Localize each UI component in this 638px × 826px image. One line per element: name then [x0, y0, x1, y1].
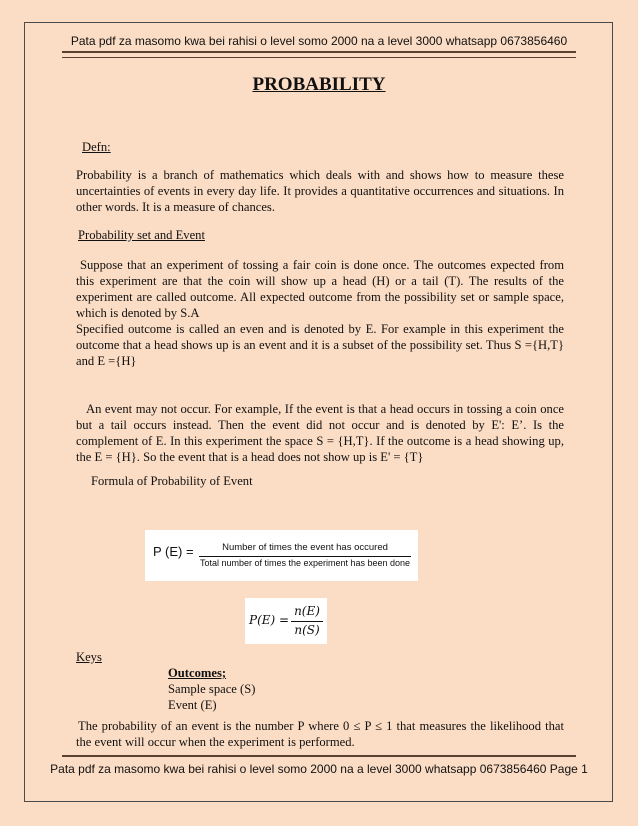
formula-symbol-fraction-bar [291, 621, 323, 622]
defn-paragraph: Probability is a branch of mathematics which deals with and shows how to measure these uncertainties of events in every day life. It provides a quantitative occurrences and situations. In other words. It is a measure of chances. [76, 168, 564, 214]
formula-label: Formula of Probability of Event [91, 474, 253, 488]
footer-rule [62, 755, 576, 757]
formula-word-lhs: P (E) = [153, 544, 194, 559]
formula-word-numerator: Number of times the event has occured [222, 542, 388, 553]
formula-symbol-denominator: n(S) [294, 623, 320, 637]
page-title: PROBABILITY [252, 74, 386, 95]
closing-paragraph: The probability of an event is the number P where 0 ≤ P ≤ 1 that measures the likelihood that the event will occur when the experiment is performed. [76, 719, 564, 749]
section-heading: Probability set and Event [78, 228, 205, 242]
formula-symbol-lhs: P(E) = [249, 613, 290, 627]
keys-item-sample-space: Sample space (S) [168, 682, 256, 696]
page-footer: Pata pdf za masomo kwa bei rahisi o level somo 2000 na a level 3000 whatsapp 0673856460 Page 1 [50, 762, 588, 776]
section-paragraph-3: An event may not occur. For example, If the event is that a head occurs in tossing a coin once but a tail occurs instead. Then the event did not occur and is denoted by E': E’. Is the complement of E. In this experiment the space S = {H,T}. If the outcome is a head showing up, the E = {H}. So the event that is a head does not show up is E' = {T} [76, 402, 564, 464]
page-header: Pata pdf za masomo kwa bei rahisi o level somo 2000 na a level 3000 whatsapp 0673856460 [62, 34, 576, 53]
header-rule [62, 57, 576, 58]
keys-subheading: Outcomes; [168, 666, 227, 680]
formula-word-fraction-bar [199, 556, 411, 557]
defn-heading: Defn: [82, 140, 111, 154]
keys-item-event: Event (E) [168, 698, 217, 712]
formula-word-denominator: Total number of times the experiment has been done [199, 558, 411, 568]
formula-symbol-numerator: n(E) [294, 604, 320, 618]
formula-symbol-box [245, 598, 327, 644]
section-paragraph-1: Suppose that an experiment of tossing a fair coin is done once. The outcomes expected from this experiment are that the coin will show up a head (H) or a tail (T). The results of the experiment are called outcome. All expected outcome from the possibility set or sample space, which is denoted by S.A [76, 258, 564, 320]
section-paragraph-2: Specified outcome is called an even and is denoted by E. For example in this experiment the outcome that a head shows up is an event and it is a subset of the possibility set. Thus S ={H,T} and E ={H} [76, 322, 564, 368]
formula-word-box [145, 530, 418, 581]
keys-heading: Keys [76, 650, 102, 664]
